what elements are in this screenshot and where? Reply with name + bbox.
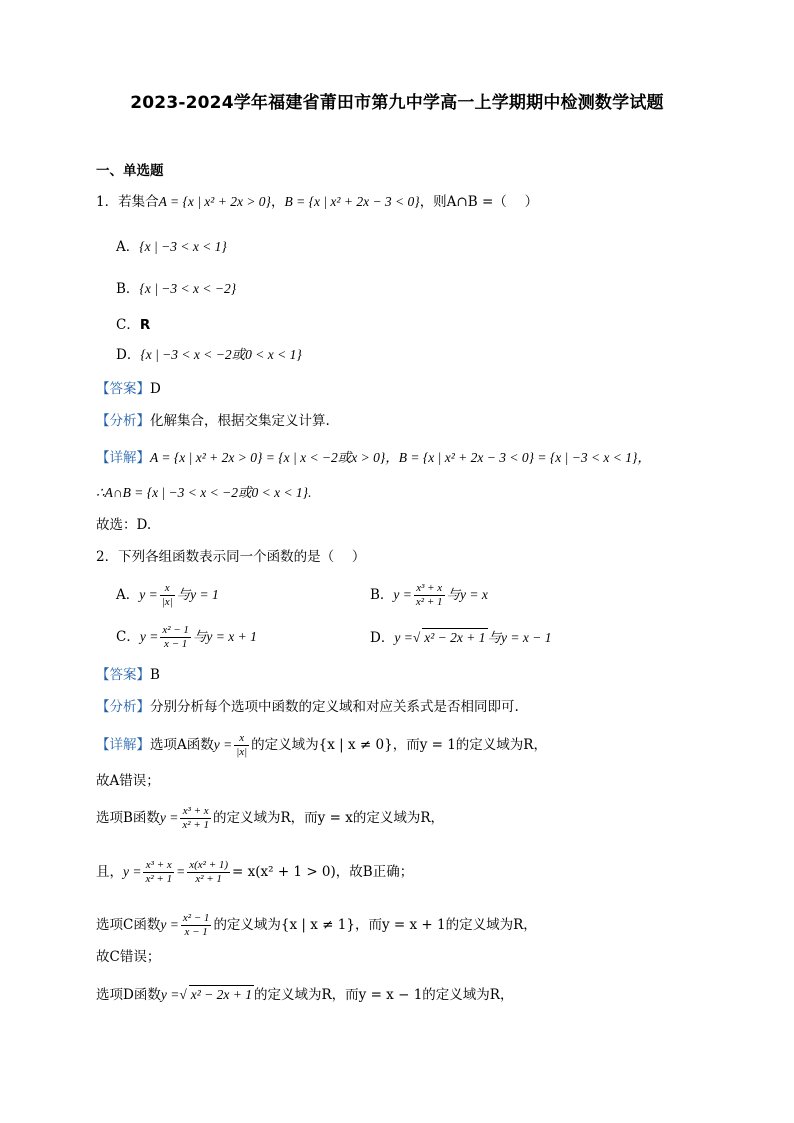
q1-stem-sep: ， <box>270 194 285 210</box>
option-eq: y = <box>394 630 413 645</box>
fraction-denominator: x² + 1 <box>182 819 210 831</box>
page-title: 2023-2024学年福建省莆田市第九中学高一上学期期中检测数学试题 <box>130 93 664 113</box>
analysis-text: 化解集合，根据交集定义计算. <box>150 413 330 429</box>
answer-tag: 【答案】 <box>96 381 150 397</box>
fraction-numerator: x² − 1 <box>182 912 210 924</box>
option-label: D． <box>116 347 141 363</box>
fraction <box>234 732 249 759</box>
fraction-numerator: x³ + x <box>180 805 211 819</box>
q2-detail-line-6: 故C错误； <box>96 949 161 965</box>
option-text: {x | −3 < x < −2} <box>139 281 237 296</box>
q1-stem-prefix: 1．若集合 <box>96 194 159 210</box>
q1-set-a: A = {x | x² + 2x > 0} <box>158 194 271 209</box>
radicand: x² − 2x + 1 <box>190 987 252 1002</box>
q1-option-c <box>116 316 150 334</box>
analysis-text: 分别分析每个选项中函数的定义域和对应关系式是否相同即可. <box>150 699 519 715</box>
fraction-numerator: x³ + x <box>143 859 174 873</box>
detail-text: = x(x² + 1 > 0)，故B正确； <box>232 864 414 880</box>
q2-detail-line-5 <box>96 912 537 939</box>
fraction <box>143 859 174 886</box>
detail-text: 选项B函数 <box>96 810 160 826</box>
analysis-tag: 【分析】 <box>96 699 150 715</box>
q1-option-d <box>116 346 302 364</box>
detail-eq: y = <box>160 917 179 932</box>
option-post: 与y = 1 <box>176 587 219 602</box>
q2-answer <box>96 666 160 684</box>
radical-sign: √ <box>179 987 187 1002</box>
fraction-denominator: x² + 1 <box>415 596 443 608</box>
fraction-numerator: x(x² + 1) <box>189 859 229 871</box>
q1-stem-ask: ，则A∩B =（ ） <box>419 194 539 210</box>
option-post: 与y = x <box>446 587 488 602</box>
answer-tag: 【答案】 <box>96 667 150 683</box>
detail-tag: 【详解】 <box>96 737 150 753</box>
fraction-denominator: |x| <box>236 746 248 758</box>
detail-text: 且， <box>96 864 123 880</box>
q1-set-b: B = {x | x² + 2x − 3 < 0} <box>284 194 420 209</box>
fraction <box>160 582 175 609</box>
q2-option-a <box>116 582 219 609</box>
q2-option-d <box>370 628 551 647</box>
fraction-numerator: x <box>160 582 175 596</box>
option-label: A． <box>116 239 140 255</box>
q1-analysis <box>96 412 330 430</box>
radical-sign: √ <box>412 630 421 645</box>
q2-analysis <box>96 698 519 716</box>
q2-detail-line-7 <box>96 985 513 1004</box>
q2-detail-line-1 <box>96 732 547 759</box>
q2-detail-line-2: 故A错误； <box>96 773 160 789</box>
fraction <box>187 859 230 886</box>
fraction-denominator: |x| <box>161 596 173 608</box>
q1-option-a <box>116 238 227 256</box>
fraction-denominator: x − 1 <box>184 926 208 938</box>
option-eq: y = <box>393 587 412 602</box>
detail-tag: 【详解】 <box>96 450 150 466</box>
detail-text: 选项C函数 <box>96 917 161 933</box>
fraction <box>180 805 211 832</box>
question-2-stem: 2．下列各组函数表示同一个函数的是（ ） <box>96 549 366 565</box>
detail-eq: y = <box>123 864 142 879</box>
q1-detail-line-1 <box>96 449 651 467</box>
option-label: C． <box>116 317 140 333</box>
detail-text: ∴A∩B = {x | −3 < x < −2或0 < x < 1}. <box>96 485 312 500</box>
detail-text: A = {x | x² + 2x > 0} = {x | x < −2或x > 0}，B = {x | x² + 2x − 3 < 0} = {x | −3 < x < 1}， <box>150 450 651 465</box>
fraction-denominator: x² + 1 <box>195 873 222 885</box>
q2-option-c <box>116 624 257 651</box>
detail-text: 的定义域为R，而y = x − 1的定义域为R， <box>254 987 514 1003</box>
detail-eq: y = <box>159 810 179 825</box>
option-post: 与y = x − 1 <box>487 630 552 645</box>
option-label: B． <box>116 281 140 297</box>
answer-value: D <box>150 381 161 397</box>
option-label: B． <box>370 587 394 603</box>
fraction <box>181 912 212 939</box>
option-label: A． <box>116 587 140 603</box>
analysis-tag: 【分析】 <box>96 413 150 429</box>
option-eq: y = <box>139 629 159 644</box>
q1-conclusion: 故选：D. <box>96 517 152 533</box>
fraction-numerator: x <box>234 732 249 746</box>
section-heading: 一、单选题 <box>96 163 164 179</box>
question-1-stem <box>96 193 538 211</box>
q1-detail-line-2 <box>96 484 311 502</box>
option-text: {x | −3 < x < −2或0 < x < 1} <box>140 347 302 362</box>
detail-text: 选项A函数 <box>150 737 214 753</box>
detail-eq: y = <box>160 987 180 1002</box>
answer-value: B <box>150 667 160 683</box>
fraction-denominator: x − 1 <box>163 638 188 650</box>
detail-text: 的定义域为{x | x ≠ 0}，而y = 1的定义域为R， <box>251 737 547 753</box>
radicand: x² − 2x + 1 <box>424 630 486 645</box>
detail-eq: y = <box>213 737 233 752</box>
detail-text: 的定义域为{x | x ≠ 1}，而y = x + 1的定义域为R， <box>213 917 537 933</box>
detail-text: 的定义域为R，而y = x的定义域为R， <box>213 810 444 826</box>
fraction-numerator: x² − 1 <box>162 624 189 636</box>
detail-text: 选项D函数 <box>96 987 161 1003</box>
q2-detail-line-3 <box>96 805 444 832</box>
q2-detail-line-4: 且，y = $\frac{\text{x³ + x}}{\text{x² + 1}}$ = $\frac{\text{x(x² + 1)}}{\text{x² + 1}}$ = x(x² + 1 > 0)，故B正确； <box>96 859 414 885</box>
option-label: C． <box>116 629 140 645</box>
option-text: {x | −3 < x < 1} <box>139 239 227 254</box>
option-text: R <box>139 317 151 333</box>
option-post: 与y = x + 1 <box>192 629 257 644</box>
option-eq: y = <box>139 587 158 602</box>
q1-answer <box>96 380 161 398</box>
q2-option-b <box>370 582 488 609</box>
q1-option-b <box>116 280 236 298</box>
fraction-denominator: x² + 1 <box>145 873 173 885</box>
fraction-numerator: x³ + x <box>414 582 445 596</box>
option-label: D． <box>370 630 395 646</box>
fraction <box>414 582 445 609</box>
fraction <box>160 624 191 651</box>
